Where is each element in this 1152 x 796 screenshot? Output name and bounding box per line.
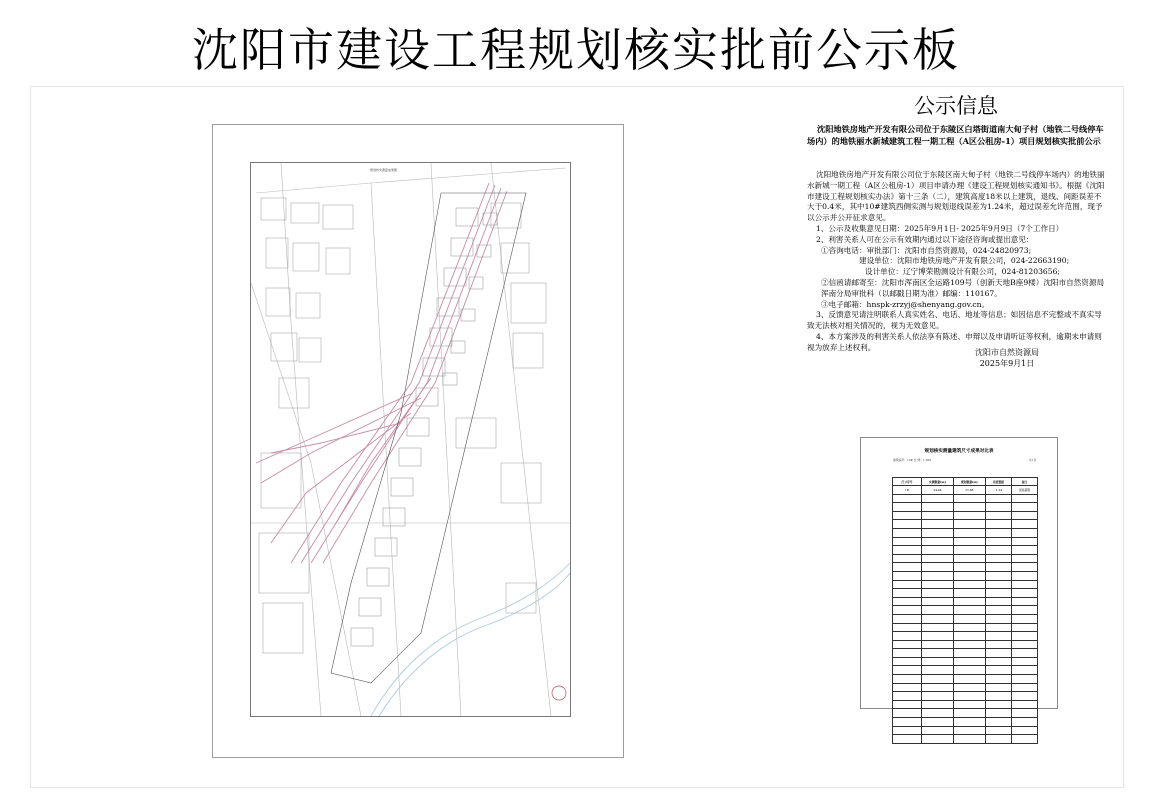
table-row-empty bbox=[893, 546, 1038, 555]
table-cell-empty bbox=[893, 580, 922, 589]
table-cell-empty bbox=[953, 700, 985, 709]
table-cell-empty bbox=[893, 649, 922, 658]
table-cell-empty bbox=[922, 623, 954, 632]
table-cell-empty bbox=[922, 606, 954, 615]
table-row bbox=[893, 486, 1038, 495]
table-cell-empty bbox=[922, 503, 954, 512]
table-cell-empty bbox=[985, 657, 1011, 666]
table-cell-empty bbox=[893, 554, 922, 563]
table-cell-empty bbox=[922, 726, 954, 735]
table-cell-empty bbox=[1011, 597, 1037, 606]
table-cell: -1.24 bbox=[985, 486, 1011, 495]
table-cell-empty bbox=[1011, 589, 1037, 598]
notice-item-4: 4、本方案涉及的利害关系人依法享有陈述、申辩以及申请听证等权利，逾期未申请则视为放弃上述权利。 bbox=[807, 331, 1102, 352]
table-header: 规划数据(m) bbox=[953, 478, 985, 486]
table-cell-empty bbox=[893, 623, 922, 632]
table-cell-empty bbox=[893, 726, 922, 735]
table-cell-empty bbox=[1011, 554, 1037, 563]
table-cell-empty bbox=[893, 735, 922, 744]
table-cell-empty bbox=[893, 571, 922, 580]
table-cell-empty bbox=[1011, 606, 1037, 615]
table-cell-empty bbox=[1011, 657, 1037, 666]
info-panel bbox=[797, 92, 1115, 380]
table-cell-empty bbox=[953, 718, 985, 727]
table-cell-empty bbox=[922, 546, 954, 555]
table-cell-empty bbox=[1011, 683, 1037, 692]
table-cell-empty bbox=[922, 511, 954, 520]
table-cell-empty bbox=[985, 614, 1011, 623]
table-cell-empty bbox=[922, 683, 954, 692]
table-cell-empty bbox=[953, 520, 985, 529]
table-cell-empty bbox=[985, 528, 1011, 537]
comparison-table-sheet bbox=[860, 437, 1058, 709]
table-row-empty bbox=[893, 511, 1038, 520]
table-cell-empty bbox=[893, 563, 922, 572]
table-cell-empty bbox=[1011, 640, 1037, 649]
table-cell-empty bbox=[985, 597, 1011, 606]
table-cell-empty bbox=[893, 606, 922, 615]
table-cell-empty bbox=[953, 554, 985, 563]
table-cell-empty bbox=[922, 649, 954, 658]
table-cell-empty bbox=[922, 657, 954, 666]
table-row-empty bbox=[893, 700, 1038, 709]
table-cell-empty bbox=[893, 709, 922, 718]
table-meta-right: 共1页 bbox=[1029, 458, 1037, 462]
table-row-empty bbox=[893, 528, 1038, 537]
table-cell-empty bbox=[922, 675, 954, 684]
table-row-empty bbox=[893, 520, 1038, 529]
table-row-empty bbox=[893, 537, 1038, 546]
table-cell-empty bbox=[953, 503, 985, 512]
table-cell-empty bbox=[985, 554, 1011, 563]
table-cell-empty bbox=[893, 657, 922, 666]
site-buildings bbox=[351, 208, 497, 646]
consult-approval: ①咨询电话：审批部门：沈阳市自然资源局，024-24820973; bbox=[821, 245, 1032, 255]
table-cell-empty bbox=[953, 683, 985, 692]
table-cell-empty bbox=[893, 511, 922, 520]
table-cell-empty bbox=[922, 589, 954, 598]
table-cell-empty bbox=[985, 649, 1011, 658]
table-row-empty bbox=[893, 503, 1038, 512]
table-row-empty bbox=[893, 666, 1038, 675]
table-cell-empty bbox=[985, 726, 1011, 735]
table-cell-empty bbox=[893, 683, 922, 692]
table-row-empty bbox=[893, 494, 1038, 503]
notice-item-3: 3、反馈意见请注明联系人真实姓名、电话、地址等信息；如因信息不完整或不真实导致无法核对相关情况的，视为无效意见。 bbox=[807, 310, 1102, 331]
table-row-empty bbox=[893, 623, 1038, 632]
map-caption: 规划核实测量成果图 bbox=[370, 168, 398, 172]
table-cell-empty bbox=[953, 666, 985, 675]
table-cell-empty bbox=[1011, 571, 1037, 580]
table-cell-empty bbox=[922, 520, 954, 529]
table-cell-empty bbox=[953, 528, 985, 537]
table-cell: 25.68 bbox=[953, 486, 985, 495]
table-cell-empty bbox=[953, 511, 985, 520]
table-row-empty bbox=[893, 683, 1038, 692]
table-row-empty bbox=[893, 709, 1038, 718]
table-row-empty bbox=[893, 692, 1038, 701]
comparison-table bbox=[892, 477, 1038, 744]
table-cell-empty bbox=[922, 709, 954, 718]
table-cell-empty bbox=[985, 623, 1011, 632]
map-streets bbox=[251, 163, 570, 716]
table-cell-empty bbox=[1011, 528, 1037, 537]
table-cell-empty bbox=[893, 528, 922, 537]
table-cell-empty bbox=[893, 520, 922, 529]
notice-paragraph: 沈阳地铁房地产开发有限公司位于东陵区南大甸子村（地铁二号线停车场内）的地铁丽水新城一期工程（A区公租房-1）项目申请办理《建设工程规划核实通知书》。根据《沈阳市建设工程规划核实办法》第十三条（二），建筑高度18米以上建筑，退线、间距误差不大于0.4米，其中10#建筑西侧实测与规划退线误差为1.24米，超过误差允许范围，现予以公示并公开征求意见。 bbox=[807, 170, 1105, 223]
table-cell: 误差超限 bbox=[1011, 486, 1037, 495]
consult-designer: 设计单位：辽宁博荣勘测设计有限公司，024-81203656; bbox=[865, 267, 1060, 277]
table-header: 备注 bbox=[1011, 478, 1037, 486]
table-cell-empty bbox=[985, 537, 1011, 546]
map-stamp bbox=[552, 686, 566, 700]
table-cell-empty bbox=[985, 563, 1011, 572]
table-row-empty bbox=[893, 580, 1038, 589]
table-cell-empty bbox=[922, 554, 954, 563]
table-cell-empty bbox=[1011, 675, 1037, 684]
table-cell-empty bbox=[953, 606, 985, 615]
table-cell-empty bbox=[922, 640, 954, 649]
notice-headline: 沈阳地铁房地产开发有限公司位于东陵区白塔街道南大甸子村（地铁二号线停车场内）的地铁丽水新城建筑工程一期工程（A区公租房-1）项目规划核实批前公示 bbox=[807, 124, 1104, 146]
river bbox=[371, 563, 570, 716]
table-cell-empty bbox=[953, 640, 985, 649]
table-header: 实测数据(m) bbox=[922, 478, 954, 486]
table-cell-empty bbox=[1011, 709, 1037, 718]
signature-date: 2025年9月1日 bbox=[979, 359, 1035, 368]
table-cell-empty bbox=[922, 571, 954, 580]
table-cell-empty bbox=[922, 718, 954, 727]
table-cell-empty bbox=[1011, 726, 1037, 735]
table-row-empty bbox=[893, 597, 1038, 606]
table-cell-empty bbox=[985, 675, 1011, 684]
table-cell-empty bbox=[922, 563, 954, 572]
table-cell-empty bbox=[985, 589, 1011, 598]
table-cell-empty bbox=[985, 546, 1011, 555]
table-cell-empty bbox=[985, 683, 1011, 692]
table-cell-empty bbox=[953, 563, 985, 572]
notice-item-1: 1、公示及收集意见日期：2025年9月1日- 2025年9月9日（7个工作日） bbox=[816, 223, 1064, 233]
table-row-empty bbox=[893, 640, 1038, 649]
table-cell-empty bbox=[953, 597, 985, 606]
table-cell-empty bbox=[953, 494, 985, 503]
table-cell-empty bbox=[893, 666, 922, 675]
table-meta-left: 建筑编号：10# 比 例：1:500 bbox=[893, 458, 932, 462]
table-row-empty bbox=[893, 614, 1038, 623]
table-cell-empty bbox=[953, 709, 985, 718]
table-cell-empty bbox=[922, 666, 954, 675]
table-cell-empty bbox=[922, 494, 954, 503]
table-cell-empty bbox=[893, 640, 922, 649]
table-cell-empty bbox=[1011, 700, 1037, 709]
table-cell-empty bbox=[922, 597, 954, 606]
table-cell-empty bbox=[953, 726, 985, 735]
table-cell-empty bbox=[893, 692, 922, 701]
table-cell-empty bbox=[1011, 537, 1037, 546]
table-cell-empty bbox=[985, 503, 1011, 512]
table-cell-empty bbox=[922, 580, 954, 589]
table-cell-empty bbox=[953, 546, 985, 555]
table-cell-empty bbox=[893, 718, 922, 727]
email-address: ③电子邮箱：hnspk-zrzyj@shenyang.gov.cn。 bbox=[821, 299, 990, 309]
table-row-empty bbox=[893, 606, 1038, 615]
table-cell-empty bbox=[985, 718, 1011, 727]
table-cell-empty bbox=[953, 623, 985, 632]
table-row-empty bbox=[893, 726, 1038, 735]
table-cell-empty bbox=[1011, 632, 1037, 641]
table-cell-empty bbox=[985, 640, 1011, 649]
table-title: 规划核实测量建筑尺寸成果对比表 bbox=[924, 449, 994, 454]
table-header-row bbox=[893, 478, 1038, 486]
table-cell-empty bbox=[1011, 494, 1037, 503]
table-cell-empty bbox=[953, 675, 985, 684]
table-cell-empty bbox=[922, 537, 954, 546]
table-cell-empty bbox=[1011, 623, 1037, 632]
table-cell-empty bbox=[985, 520, 1011, 529]
table-cell-empty bbox=[985, 511, 1011, 520]
table-cell-empty bbox=[985, 692, 1011, 701]
table-row-empty bbox=[893, 675, 1038, 684]
table-cell-empty bbox=[893, 503, 922, 512]
table-cell-empty bbox=[893, 632, 922, 641]
table-cell-empty bbox=[985, 606, 1011, 615]
notice-item-2: 2、利害关系人可在公示有效期内通过以下途径咨询或提出意见： bbox=[816, 234, 1034, 244]
table-cell-empty bbox=[953, 614, 985, 623]
table-cell-empty bbox=[1011, 520, 1037, 529]
mail-address: ②信函请邮寄至：沈阳市浑南区全运路109号（创新天地B座9楼）沈阳市自然资源局浑南分局审批科（以邮戳日期为准）邮编：110167。 bbox=[821, 277, 1105, 298]
table-cell-empty bbox=[953, 571, 985, 580]
table-row-empty bbox=[893, 718, 1038, 727]
table-cell-empty bbox=[1011, 546, 1037, 555]
table-row-empty bbox=[893, 554, 1038, 563]
table-cell: 1# bbox=[893, 486, 922, 495]
table-cell-empty bbox=[1011, 718, 1037, 727]
table-row-empty bbox=[893, 657, 1038, 666]
table-cell-empty bbox=[893, 546, 922, 555]
table-cell-empty bbox=[1011, 666, 1037, 675]
consult-builder: 建设单位：沈阳市地铁房地产开发有限公司，024-22663190; bbox=[859, 256, 1070, 266]
table-cell-empty bbox=[1011, 692, 1037, 701]
table-cell-empty bbox=[953, 735, 985, 744]
page-title: 沈阳市建设工程规划核实批前公示板 bbox=[192, 23, 960, 77]
table-cell-empty bbox=[893, 675, 922, 684]
table-header: 差值数据 bbox=[985, 478, 1011, 486]
signature-org: 沈阳市自然资源局 bbox=[975, 348, 1039, 357]
table-cell-empty bbox=[1011, 580, 1037, 589]
table-row-empty bbox=[893, 589, 1038, 598]
table-row-empty bbox=[893, 649, 1038, 658]
table-cell-empty bbox=[985, 494, 1011, 503]
table-cell: 24.44 bbox=[922, 486, 954, 495]
table-cell-empty bbox=[1011, 503, 1037, 512]
site-map bbox=[250, 162, 571, 717]
table-cell-empty bbox=[1011, 563, 1037, 572]
table-cell-empty bbox=[922, 735, 954, 744]
table-cell-empty bbox=[953, 649, 985, 658]
table-cell-empty bbox=[953, 537, 985, 546]
table-cell-empty bbox=[985, 666, 1011, 675]
table-cell-empty bbox=[953, 589, 985, 598]
table-cell-empty bbox=[893, 537, 922, 546]
table-cell-empty bbox=[922, 700, 954, 709]
table-row-empty bbox=[893, 735, 1038, 744]
table-cell-empty bbox=[1011, 649, 1037, 658]
map-blocks bbox=[259, 198, 546, 653]
table-cell-empty bbox=[985, 580, 1011, 589]
table-cell-empty bbox=[985, 700, 1011, 709]
table-cell-empty bbox=[893, 614, 922, 623]
table-cell-empty bbox=[922, 632, 954, 641]
table-row-empty bbox=[893, 632, 1038, 641]
table-cell-empty bbox=[953, 632, 985, 641]
table-cell-empty bbox=[985, 571, 1011, 580]
notice-body bbox=[807, 170, 1107, 354]
table-cell-empty bbox=[922, 614, 954, 623]
table-row-empty bbox=[893, 571, 1038, 580]
table-row-empty bbox=[893, 563, 1038, 572]
signature bbox=[947, 347, 1067, 369]
table-header: 尺寸序号 bbox=[893, 478, 922, 486]
table-cell-empty bbox=[893, 494, 922, 503]
table-cell-empty bbox=[985, 632, 1011, 641]
table-cell-empty bbox=[893, 700, 922, 709]
table-cell-empty bbox=[953, 580, 985, 589]
table-cell-empty bbox=[985, 735, 1011, 744]
table-cell-empty bbox=[893, 589, 922, 598]
table-cell-empty bbox=[953, 692, 985, 701]
table-cell-empty bbox=[985, 709, 1011, 718]
table-cell-empty bbox=[1011, 511, 1037, 520]
table-cell-empty bbox=[922, 528, 954, 537]
table-cell-empty bbox=[893, 597, 922, 606]
table-cell-empty bbox=[1011, 735, 1037, 744]
project-site bbox=[331, 193, 526, 683]
table-cell-empty bbox=[953, 657, 985, 666]
info-title: 公示信息 bbox=[914, 94, 998, 118]
table-cell-empty bbox=[922, 692, 954, 701]
table-cell-empty bbox=[1011, 614, 1037, 623]
